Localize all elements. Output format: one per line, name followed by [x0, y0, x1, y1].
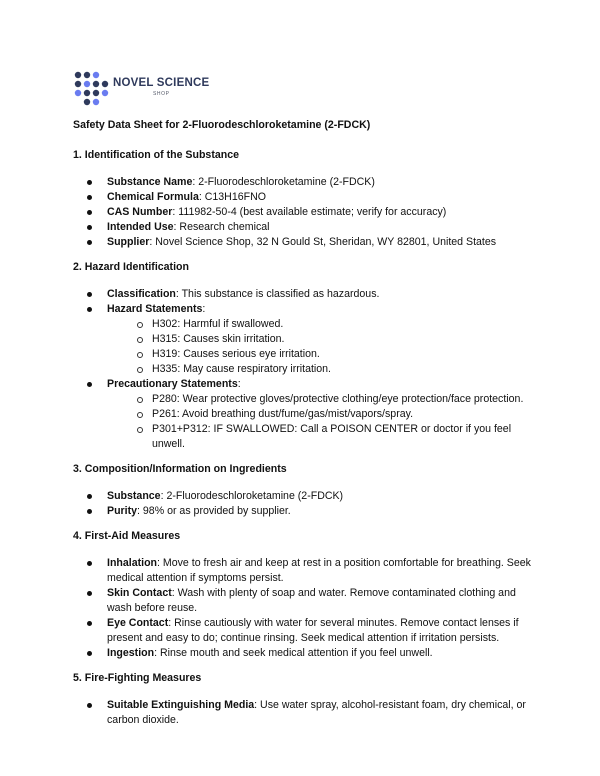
sub-list-item	[130, 332, 543, 347]
bullet-icon	[87, 561, 92, 566]
item-label: Purity	[107, 505, 138, 517]
item-text: : 2-Fluorodeschloroketamine (2-FDCK)	[192, 176, 375, 188]
item-text: : This substance is classified as hazardous.	[175, 288, 380, 300]
item-label: Eye Contact	[107, 617, 169, 629]
item-text: : Novel Science Shop, 32 N Gould St, Sheridan, WY 82801, United States	[149, 236, 497, 248]
list-item	[73, 556, 543, 586]
sections-container	[73, 148, 543, 728]
item-label: CAS Number	[107, 206, 173, 218]
circle-bullet-icon	[137, 367, 143, 373]
section-list	[73, 489, 543, 519]
circle-bullet-icon	[137, 412, 143, 418]
list-item	[73, 646, 543, 661]
list-item	[73, 616, 543, 646]
circle-bullet-icon	[137, 427, 143, 433]
item-label: Skin Contact	[107, 587, 172, 599]
logo	[73, 70, 213, 106]
section-title: 2. Hazard Identification	[73, 261, 189, 273]
sub-item-text: P301+P312: IF SWALLOWED: Call a POISON CENTER or doctor if you feel unwell.	[152, 423, 512, 450]
sub-list-item	[130, 392, 543, 407]
list-item	[73, 489, 543, 504]
list-item	[73, 698, 543, 728]
item-text: : Use water spray, alcohol-resistant foam, dry chemical, or carbon dioxide.	[107, 699, 526, 726]
item-text: : 2-Fluorodeschloroketamine (2-FDCK)	[160, 490, 344, 502]
section-title: 1. Identification of the Substance	[73, 149, 239, 161]
sub-item-text: H302: Harmful if swallowed.	[152, 318, 284, 330]
item-text: : Rinse mouth and seek medical attention if you feel unwell.	[154, 647, 433, 659]
list-item	[73, 302, 543, 377]
logo-mark-icon	[73, 70, 109, 106]
bullet-icon	[87, 225, 92, 230]
item-text: :	[237, 378, 241, 390]
section-title: 3. Composition/Information on Ingredients	[73, 463, 287, 475]
bullet-icon	[87, 240, 92, 245]
circle-bullet-icon	[137, 337, 143, 343]
list-item	[73, 287, 543, 302]
item-text: : Rinse cautiously with water for several minutes. Remove contact lenses if present and easy to do; continue rinsing. Seek medical attention if irritation persists.	[107, 617, 519, 644]
sub-item-text: H335: May cause respiratory irritation.	[152, 363, 331, 375]
bullet-icon	[87, 494, 92, 499]
sub-list-item	[130, 407, 543, 422]
item-label: Substance Name	[107, 176, 193, 188]
item-label: Substance	[107, 490, 161, 502]
circle-bullet-icon	[137, 352, 143, 358]
logo-text	[113, 77, 209, 97]
bullet-icon	[87, 292, 92, 297]
item-label: Chemical Formula	[107, 191, 199, 203]
bullet-icon	[87, 307, 92, 312]
sub-item-text: H315: Causes skin irritation.	[152, 333, 285, 345]
circle-bullet-icon	[137, 322, 143, 328]
list-item	[73, 175, 543, 190]
item-text: : Wash with plenty of soap and water. Remove contaminated clothing and wash before reuse.	[107, 587, 516, 614]
bullet-icon	[87, 703, 92, 708]
item-label: Suitable Extinguishing Media	[107, 699, 255, 711]
item-label: Precautionary Statements	[107, 378, 238, 390]
item-label: Inhalation	[107, 557, 158, 569]
sub-list-item	[130, 422, 543, 452]
bullet-icon	[87, 591, 92, 596]
item-label: Ingestion	[107, 647, 155, 659]
item-text: : Research chemical	[173, 221, 270, 233]
section-list	[73, 175, 543, 250]
bullet-icon	[87, 509, 92, 514]
sub-list	[107, 317, 543, 377]
sub-list-item	[130, 347, 543, 362]
item-text: :	[202, 303, 206, 315]
item-text: : 111982-50-4 (best available estimate; verify for accuracy)	[172, 206, 447, 218]
logo-sub: SHOP	[153, 91, 170, 97]
item-label: Classification	[107, 288, 176, 300]
list-item	[73, 235, 543, 250]
item-text: : 98% or as provided by supplier.	[137, 505, 291, 517]
sub-item-text: P261: Avoid breathing dust/fume/gas/mist/vapors/spray.	[152, 408, 414, 420]
item-label: Intended Use	[107, 221, 174, 233]
section-list	[73, 698, 543, 728]
sub-list-item	[130, 362, 543, 377]
bullet-icon	[87, 195, 92, 200]
list-item	[73, 586, 543, 616]
bullet-icon	[87, 651, 92, 656]
bullet-icon	[87, 621, 92, 626]
list-item	[73, 190, 543, 205]
list-item	[73, 504, 543, 519]
circle-bullet-icon	[137, 397, 143, 403]
document-title: Safety Data Sheet for 2-Fluorodeschloroketamine (2-FDCK)	[73, 119, 371, 131]
logo-name: NOVEL SCIENCE	[113, 77, 210, 89]
item-text: : Move to fresh air and keep at rest in a position comfortable for breathing. Seek medical attention if symptoms persist.	[107, 557, 531, 584]
sub-list-item	[130, 317, 543, 332]
sub-item-text: P280: Wear protective gloves/protective clothing/eye protection/face protection.	[152, 393, 524, 405]
item-label: Hazard Statements	[107, 303, 203, 315]
document-content	[73, 118, 543, 738]
item-text: : C13H16FNO	[198, 191, 266, 203]
section-title: 5. Fire-Fighting Measures	[73, 672, 202, 684]
section-list	[73, 556, 543, 661]
item-label: Supplier	[107, 236, 150, 248]
list-item	[73, 220, 543, 235]
sub-item-text: H319: Causes serious eye irritation.	[152, 348, 320, 360]
bullet-icon	[87, 382, 92, 387]
list-item	[73, 377, 543, 452]
section-title: 4. First-Aid Measures	[73, 530, 181, 542]
bullet-icon	[87, 180, 92, 185]
list-item	[73, 205, 543, 220]
bullet-icon	[87, 210, 92, 215]
section-list	[73, 287, 543, 452]
sub-list	[107, 392, 543, 452]
